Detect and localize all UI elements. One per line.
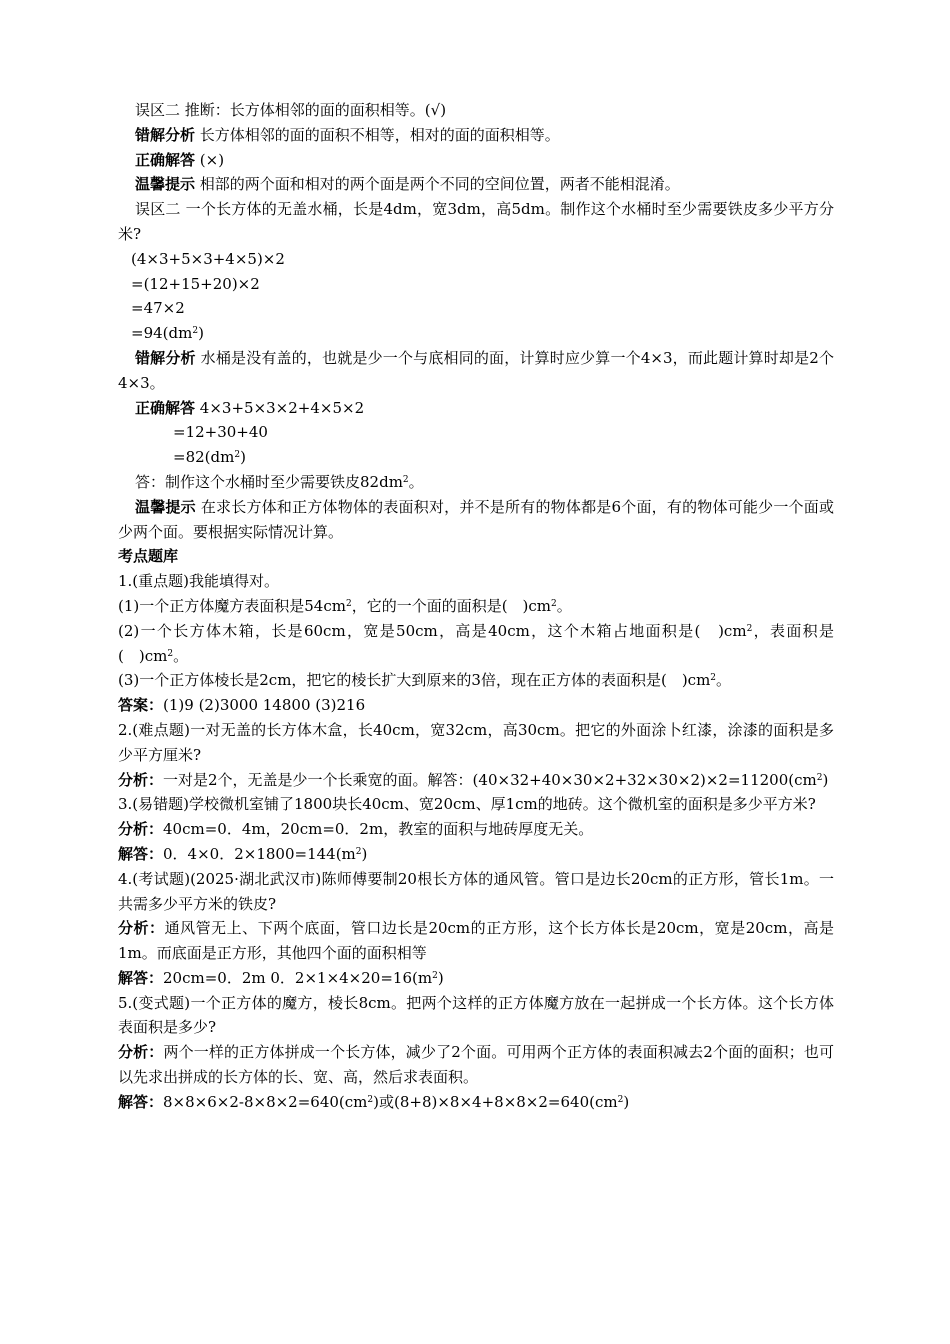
q4-stem: 4.(考试题)(2025·湖北武汉市)陈师傅要制20根长方体的通风管。管口是边长20cm的正方形，管长1m。一共需多少平方米的铁皮?	[118, 869, 834, 913]
misconception-1-statement: 误区二 推断：长方体相邻的面的面积相等。(√)	[135, 101, 447, 119]
misconception-1-answer: 正确解答 (×)	[135, 150, 225, 169]
wrong-step-1: (4×3+5×3+4×5)×2	[131, 249, 285, 268]
answer-step-3: $=82(dm^2)$	[173, 448, 246, 467]
wrong-step-3: =47×2	[131, 299, 185, 318]
wrong-step-2: =(12+15+20)×2	[131, 274, 260, 293]
wrong-step-4: $=94(dm^2)$	[131, 324, 204, 343]
q3-solution: 解答：0．4×0．$2\times 1800=144(m^2)$	[118, 844, 368, 863]
q4-analysis: 分析：通风管无上、下两个底面，管口边长是20cm的正方形，这个长方体长是20cm，宽是20cm，高是1m。而底面是正方形，其他四个面的面积相等	[118, 919, 834, 963]
q5-analysis: 分析：两个一样的正方体拼成一个长方体，减少了2个面。可用两个正方体的表面积减去2个面的面积；也可以先求出拼成的长方体的长、宽、高，然后求表面积。	[118, 1043, 834, 1087]
document-page	[118, 98, 834, 1115]
misconception-1-tip: 温馨提示 相部的两个面和相对的两个面是两个不同的空间位置，两者不能相混淆。	[135, 175, 680, 194]
q1-stem: 1.(重点题)我能填得对。	[118, 572, 280, 591]
misconception-1-analysis: 错解分析 长方体相邻的面的面积不相等，相对的面的面积相等。	[135, 125, 560, 144]
misconception-2-tip: 温馨提示 在求长方体和正方体物体的表面积对，并不是所有的物体都是6个面，有的物体可能少一个面或少两个面。要根据实际情况计算。	[118, 497, 834, 541]
misconception-2-final: 答：制作这个水桶时至少需要铁皮$82dm^2$。	[135, 472, 424, 491]
q3-stem: 3.(易错题)学校微机室铺了1800块长40cm、宽20cm、厚1cm的地砖。这个微机室的面积是多少平方米?	[118, 795, 816, 814]
misconception-2-answer: 正确解答 4×3+5×3×2+4×5×2	[135, 398, 365, 417]
q2-stem: 2.(难点题)一对无盖的长方体木盒，长40cm，宽32cm，高30cm。把它的外面涂卜红漆，涂漆的面积是多少平方厘米?	[118, 720, 834, 764]
q3-analysis: 分析：40cm=0．4m，20cm=0．2m，教室的面积与地砖厚度无关。	[118, 820, 594, 839]
q1-answer: 答案：(1)9 (2)3000 14800 (3)216	[118, 696, 366, 715]
q1-part1: (1)一个正方体魔方表面积是$54cm^2$，它的一个面的面积是( )$cm^2$。	[118, 596, 572, 615]
answer-step-2: =12+30+40	[173, 423, 268, 442]
q5-stem: 5.(变式题)一个正方体的魔方，棱长8cm。把两个这样的正方体魔方放在一起拼成一个长方体。这个长方体表面积是多少?	[118, 993, 834, 1037]
q4-solution: 解答：20cm=0．2m 0．$2\times 1\times 4\times 20=16(m^2)$	[118, 968, 444, 987]
q5-solution: 解答：$8\times 8\times 6\times 2-8\times 8\times 2=640(cm^2)$或$(8+8)\times 8\times 4+8\times 8\times 2=640(cm^2)$	[118, 1092, 630, 1111]
misconception-2-analysis: 错解分析 水桶是没有盖的，也就是少一个与底相同的面，计算时应少算一个4×3，而此题计算时却是2个4×3。	[118, 348, 834, 392]
q1-part3: (3)一个正方体棱长是2cm，把它的棱长扩大到原来的3倍，现在正方体的表面积是( )$cm^2$。	[118, 671, 732, 690]
section-title: 考点题库	[118, 547, 179, 566]
misconception-2-problem: 误区二 一个长方体的无盖水桶，长是4dm，宽3dm，高5dm。制作这个水桶时至少需要铁皮多少平方分米?	[118, 200, 834, 243]
q2-analysis: 分析：一对是2个，无盖是少一个长乘宽的面。解答：$(40\times 32+40\times 30\times 2+32\times 30\times 2)\times 2=11200(cm^2)$	[118, 770, 829, 789]
q1-part2: (2)一个长方体木箱，长是60cm，宽是50cm，高是40cm，这个木箱占地面积是( )$cm^2$，表面积是( )$cm^2$。	[118, 621, 834, 665]
